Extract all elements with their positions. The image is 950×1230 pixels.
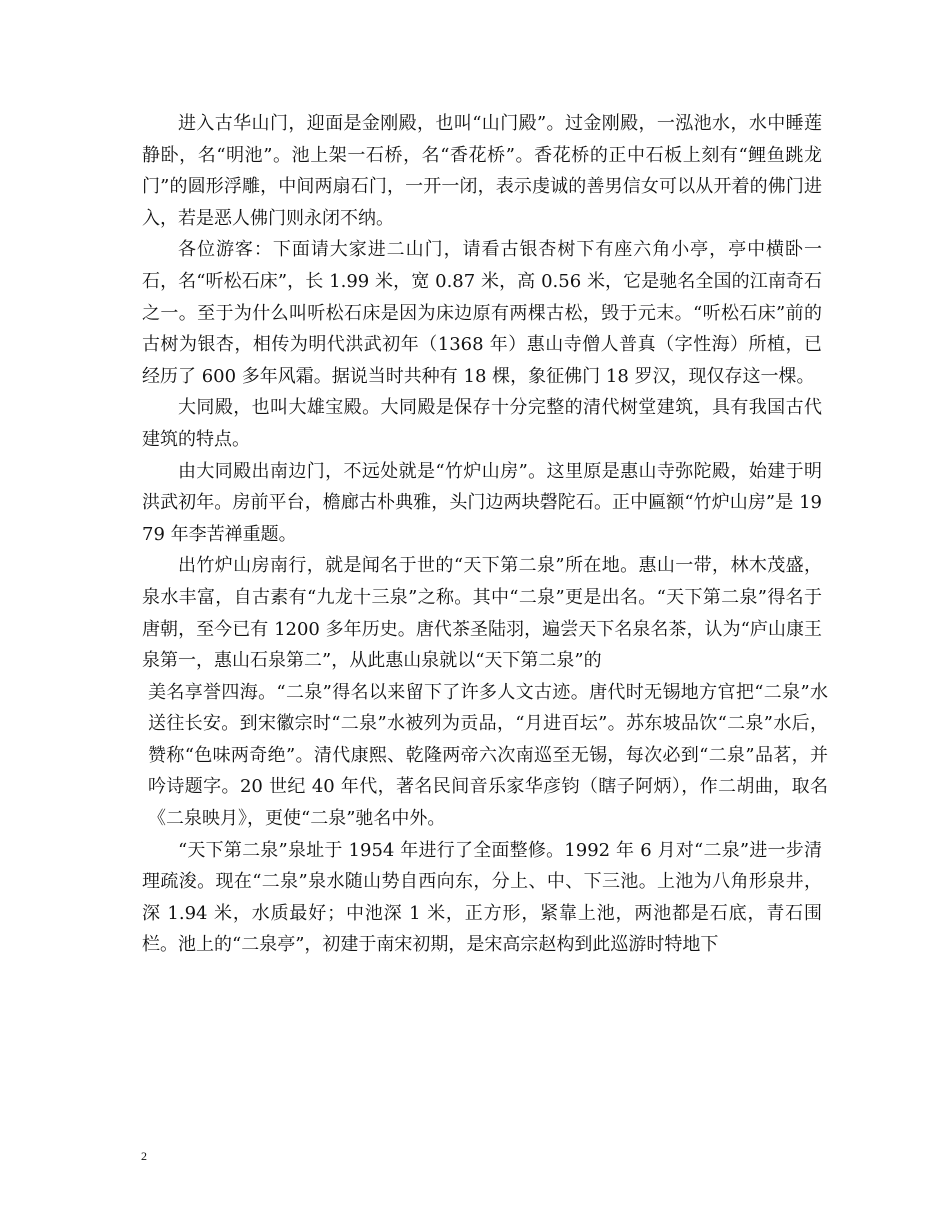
paragraph-pine-stone-bed: 各位游客：下面请大家进二山门，请看古银杏树下有座六角小亭，亭中横卧一石，名“听松石床”，长 1.99 米，宽 0.87 米，高 0.56 米，它是驰名全国的江南奇石之一。至于为什么叫听松石床是因为床边原有两棵古松，毁于元末。“听松石床”前的古树为银杏，相传为明代洪武初年（1368 年）惠山寺僧人普真（字性海）所植，已经历了 600 多年风霜。据说当时共种有 18 棵，象征佛门 18 罗汉，现仅存这一棵。: [142, 239, 822, 387]
document-body: [142, 108, 828, 961]
paragraph-datong-hall: 大同殿，也叫大雄宝殿。大同殿是保存十分完整的清代树堂建筑，具有我国古代建筑的特点。: [142, 397, 822, 450]
paragraph-second-spring-renovation: “天下第二泉”泉址于 1954 年进行了全面整修。1992 年 6 月对“二泉”进一步清理疏浚。现在“二泉”泉水随山势自西向东，分上、中、下三池。上池为八角形泉井，深 1.94 米，水质最好；中池深 1 米，正方形，紧靠上池，两池都是石底，青石围栏。池上的“二泉亭”，初建于南宋初期，是宋高宗赵构到此巡游时特地下: [142, 839, 822, 956]
paragraph-second-spring-history: 美名享誉四海。“二泉”得名以来留下了许多人文古迹。唐代时无锡地方官把“二泉”水送往长安。到宋徽宗时“二泉”水被列为贡品，“月进百坛”。苏东坡品饮“二泉”水后，赞称“色味两奇绝”。清代康熙、乾隆两帝六次南巡至无锡，每次必到“二泉”品茗，并吟诗题字。20 世纪 40 年代，著名民间音乐家华彦钧（瞎子阿炳），作二胡曲，取名《二泉映月》，更使“二泉”驰名中外。: [148, 681, 828, 830]
paragraph-main-gate: 进入古华山门，迎面是金刚殿，也叫“山门殿”。过金刚殿，一泓池水，水中睡莲静卧，名“明池”。池上架一石桥，名“香花桥”。香花桥的正中石板上刻有“鲤鱼跳龙门”的圆形浮雕，中间两扇石门，一开一闭，表示虔诚的善男信女可以从开着的佛门进入，若是恶人佛门则永闭不纳。: [142, 113, 822, 229]
page-number: 2: [141, 1149, 147, 1163]
paragraph-bamboo-stove-house: 由大同殿出南边门，不远处就是“竹炉山房”。这里原是惠山寺弥陀殿，始建于明洪武初年。房前平台，檐廊古朴典雅，头门边两块磬陀石。正中匾额“竹炉山房”是 1979 年李苦禅重题。: [142, 460, 822, 545]
paragraph-second-spring-intro: 出竹炉山房南行，就是闻名于世的“天下第二泉”所在地。惠山一带，林木茂盛，泉水丰富，自古素有“九龙十三泉”之称。其中“二泉”更是出名。“天下第二泉”得名于唐朝，至今已有 1200 多年历史。唐代茶圣陆羽，遍尝天下名泉名茶，认为“庐山康王泉第一，惠山石泉第二”，从此惠山泉就以“天下第二泉”的: [142, 555, 822, 672]
